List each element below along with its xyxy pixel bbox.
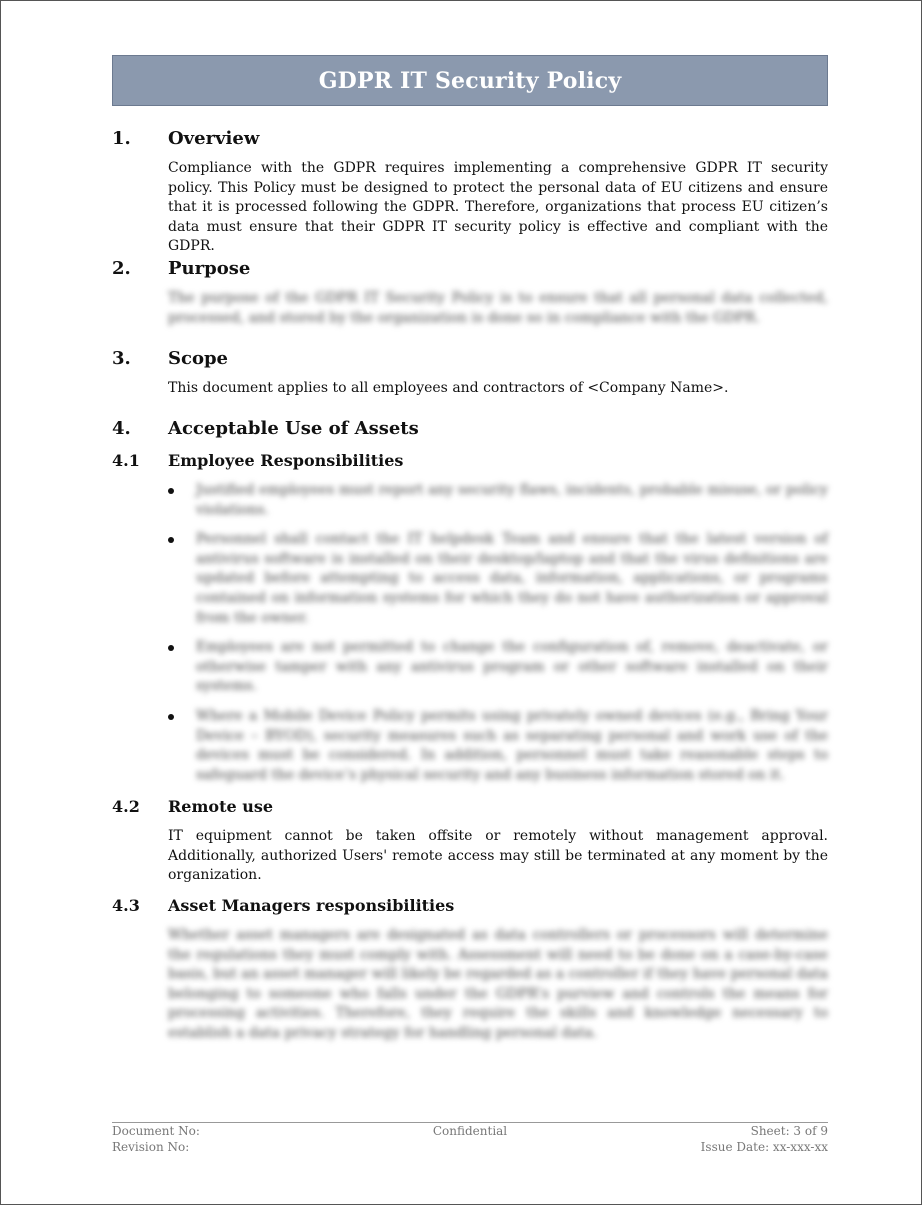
list-item <box>168 707 828 785</box>
section-body: Compliance with the GDPR requires implementing a comprehensive GDPR IT security policy. This Policy must be designed to protect the personal data of EU citizens and ensure that it is processed following the GDPR. Therefore, organizations that process EU citizen’s data must ensure that their GDPR IT security policy is effective and compliant with the GDPR. <box>168 160 828 255</box>
responsibility-list <box>168 481 828 785</box>
list-item <box>168 638 828 697</box>
sheet-number: Sheet: 3 of 9 <box>750 1124 828 1138</box>
section-title: Purpose <box>168 258 251 279</box>
section-body-blurred: The purpose of the GDPR IT Security Policy is to ensure that all personal data collected, processed, and stored by the organization is done so in compliance with the GDPR. <box>168 290 828 326</box>
section-number: 3. <box>112 348 131 369</box>
section-number: 2. <box>112 258 131 279</box>
bullet-icon <box>168 714 174 720</box>
subsection-number: 4.1 <box>112 451 140 470</box>
subsection-body: IT equipment cannot be taken offsite or remotely without management approval. Additionally, authorized Users' remote access may still be terminated at any moment by the organization. <box>168 828 828 884</box>
bullet-icon <box>168 488 174 494</box>
subsection-title: Asset Managers responsibilities <box>168 896 455 915</box>
section-number: 1. <box>112 128 131 149</box>
bullet-icon <box>168 645 174 651</box>
section-body: This document applies to all employees and contractors of <Company Name>. <box>168 380 729 396</box>
footer-divider <box>112 1122 828 1123</box>
list-item-text: Justified employees must report any security flaws, incidents, probable misuse, or policy violations. <box>196 482 828 518</box>
list-item-text: Where a Mobile Device Policy permits using privately owned devices (e.g., Bring Your Device – BYOD), security measures such as separating personal and work use of the devices must be considered. In addition, personnel must take reasonable steps to safeguard the device’s physical security and any business information stored on it. <box>196 707 828 783</box>
list-item <box>168 530 828 628</box>
subsection-number: 4.2 <box>112 797 140 816</box>
list-item-text: Employees are not permitted to change the configuration of, remove, deactivate, or otherwise tamper with any antivirus program or other software installed on their systems. <box>196 639 828 695</box>
list-item <box>168 481 828 520</box>
subsection-body-blurred: Whether asset managers are designated as data controllers or processors will determine the regulations they must comply with. Assessment will need to be done on a case-by-case basis, but an asset manager will likely be regarded as a controller if they have personal data belonging to someone who falls under the GDPR’s purview and controls the means for processing activities. Therefore, they require the skills and knowledge necessary to establish a data privacy strategy for handling personal data. <box>168 927 828 1041</box>
subsection-title: Remote use <box>168 797 274 816</box>
title-banner <box>112 55 828 106</box>
subsection-title: Employee Responsibilities <box>168 451 404 470</box>
classification-label: Confidential <box>432 1124 508 1138</box>
subsection-number: 4.3 <box>112 896 140 915</box>
revision-number-label: Revision No: <box>112 1140 190 1154</box>
document-number-label: Document No: <box>112 1124 200 1138</box>
bullet-icon <box>168 537 174 543</box>
section-title: Acceptable Use of Assets <box>168 418 419 439</box>
section-number: 4. <box>112 418 131 439</box>
section-title: Overview <box>168 128 260 149</box>
section-title: Scope <box>168 348 229 369</box>
document-title: GDPR IT Security Policy <box>318 67 622 94</box>
issue-date: Issue Date: xx-xxx-xx <box>700 1140 828 1154</box>
list-item-text: Personnel shall contact the IT helpdesk Team and ensure that the latest version of antivirus software is installed on their desktop/laptop and that the virus definitions are updated before attempting to access data, information, applications, or programs contained on information systems for which they do not have authorization or approval from the owner. <box>196 531 828 626</box>
